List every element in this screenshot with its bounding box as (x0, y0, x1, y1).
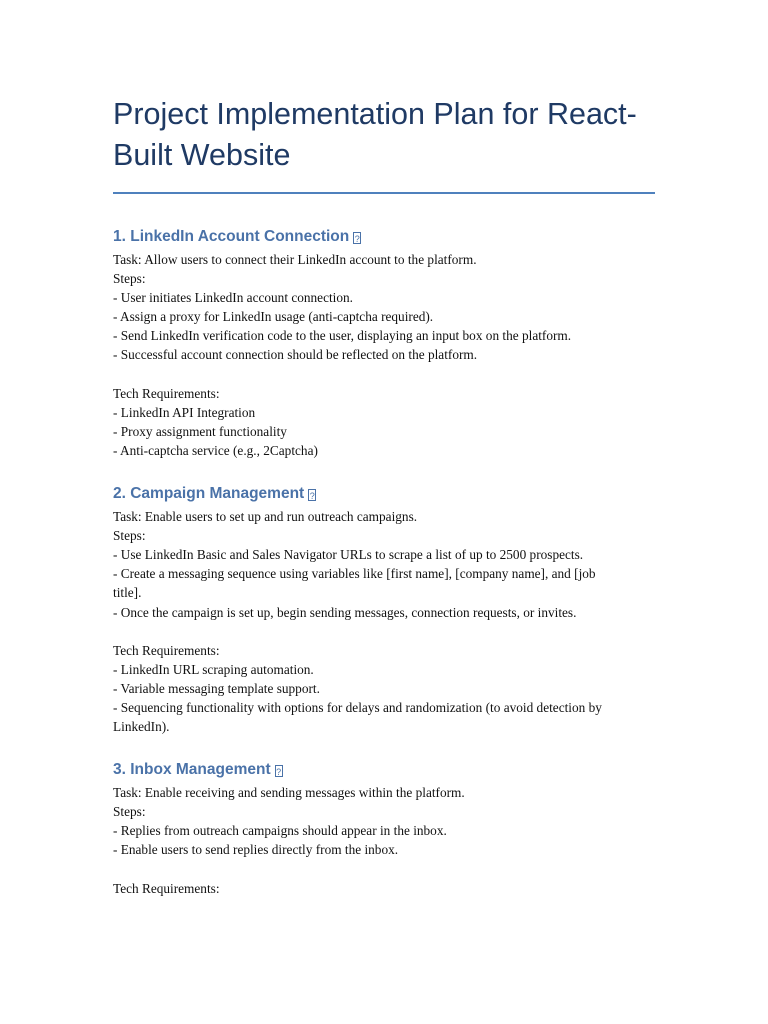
step-item-continuation: title]. (113, 585, 142, 601)
step-item: - User initiates LinkedIn account connection. (113, 290, 353, 306)
tech-requirement-item: - Sequencing functionality with options for delays and randomization (to avoid detection by (113, 699, 602, 715)
tech-requirement-item: - Proxy assignment functionality (113, 423, 287, 439)
section-heading (113, 227, 658, 247)
document-title: Project Implementation Plan for React-Built Website (113, 97, 637, 172)
step-item: - Replies from outreach campaigns should appear in the inbox. (113, 823, 447, 839)
section-inbox-management (113, 760, 658, 898)
tech-requirement-item: - Variable messaging template support. (113, 680, 320, 696)
missing-glyph-icon: ? (276, 767, 282, 778)
section-heading (113, 484, 658, 504)
tech-requirements-label: Tech Requirements: (113, 385, 220, 401)
missing-glyph-icon: ? (309, 491, 315, 502)
section-body (113, 507, 658, 736)
blank-line (113, 622, 658, 641)
step-item: - Once the campaign is set up, begin sending messages, connection requests, or invites. (113, 604, 577, 620)
document-page (113, 94, 658, 898)
tech-requirement-item: - LinkedIn URL scraping automation. (113, 661, 314, 677)
title-divider (113, 192, 655, 194)
task-line: Task: Allow users to connect their LinkedIn account to the platform. (113, 252, 477, 267)
tech-requirements-label: Tech Requirements: (113, 642, 220, 658)
step-item: - Assign a proxy for LinkedIn usage (anti-captcha required). (113, 309, 434, 325)
step-item: - Enable users to send replies directly from the inbox. (113, 842, 399, 858)
tech-requirements-label: Tech Requirements: (113, 880, 220, 896)
section-body (113, 783, 658, 898)
steps-label: Steps: (113, 804, 146, 820)
tech-requirement-item: - LinkedIn API Integration (113, 404, 256, 420)
missing-glyph-icon: ? (354, 234, 360, 244)
blank-line (113, 860, 658, 879)
section-heading-text: 3. Inbox Management (113, 761, 271, 779)
step-item: - Create a messaging sequence using variables like [first name], [company name], and [job (113, 566, 596, 582)
step-item: - Successful account connection should be reflected on the platform. (113, 347, 478, 363)
blank-line (113, 365, 658, 384)
step-item: - Use LinkedIn Basic and Sales Navigator URLs to scrape a list of up to 2500 prospects. (113, 547, 584, 563)
section-heading-text: 2. Campaign Management (113, 485, 305, 503)
tech-requirement-item: - Anti-captcha service (e.g., 2Captcha) (113, 442, 318, 458)
steps-label: Steps: (113, 528, 146, 544)
steps-label: Steps: (113, 271, 146, 287)
task-line: Task: Enable users to set up and run outreach campaigns. (113, 509, 418, 525)
section-campaign-management (113, 484, 658, 736)
section-heading (113, 760, 658, 780)
section-heading-text: 1. LinkedIn Account Connection (113, 228, 350, 245)
task-line: Task: Enable receiving and sending messages within the platform. (113, 785, 465, 801)
section-linkedin-account-connection (113, 227, 658, 460)
step-item: - Send LinkedIn verification code to the user, displaying an input box on the platform. (113, 328, 572, 344)
tech-requirement-item-continuation: LinkedIn). (113, 719, 170, 735)
section-body (113, 250, 658, 460)
